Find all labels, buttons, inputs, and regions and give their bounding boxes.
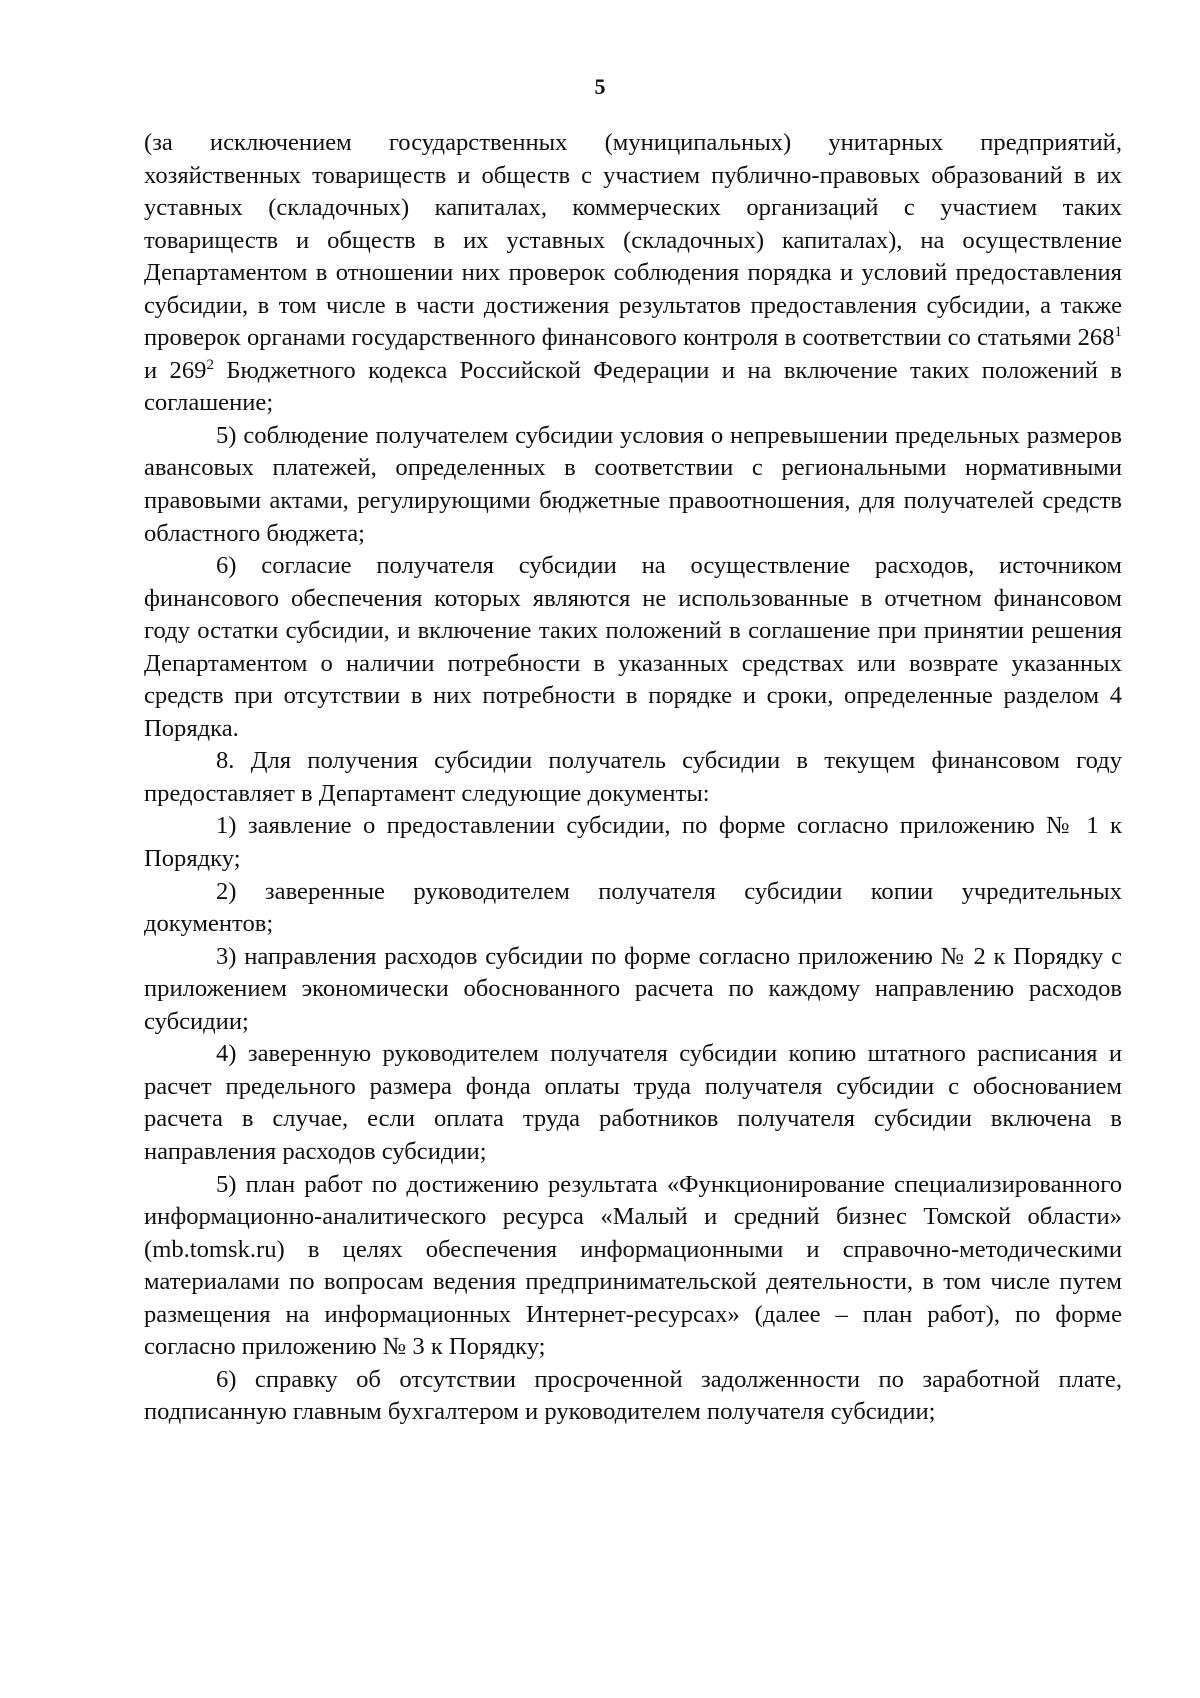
- paragraph-text: Бюджетного кодекса Российской Федерации и на включение таких положений в соглашение;: [144, 356, 1122, 417]
- paragraph-text: и 269: [144, 356, 207, 384]
- superscript: 1: [1114, 324, 1122, 341]
- paragraph-text: (за исключением государственных (муниципальных) унитарных предприятий, хозяйственных товариществ и обществ с участием публично-правовых образований в их уставных (складочных) капиталах, коммерческих организаций с участием таких товариществ и обществ в их уставных (складочных) капиталах), на осуществление Департаментом в отношении них проверок соблюдения порядка и условий предоставления субсидии, в том числе в части достижения результатов предоставления субсидии, а также проверок органами государственного финансового контроля в соответствии со статьями 268: [144, 129, 1122, 352]
- paragraph-document-3: 3) направления расходов субсидии по форме согласно приложению № 2 к Порядку с приложением экономически обоснованного расчета по каждому направлению расходов субсидии;: [144, 942, 1122, 1035]
- paragraph-item-6-consent: 6) согласие получателя субсидии на осуществление расходов, источником финансового обеспечения которых являются не использованные в отчетном финансовом году остатки субсидии, и включение таких положений в соглашение при принятии решения Департаментом о наличии потребности в указанных средствах или возврате указанных средств при отсутствии в них потребности в порядке и сроки, определенные разделом 4 Порядка.: [144, 552, 1122, 742]
- superscript: 2: [206, 356, 214, 373]
- page-number: 5: [594, 74, 606, 99]
- paragraph-document-4: 4) заверенную руководителем получателя субсидии копию штатного расписания и расчет предельного размера фонда оплаты труда получателя субсидии с обоснованием расчета в случае, если оплата труда работников получателя субсидии включена в направления расходов субсидии;: [144, 1040, 1122, 1165]
- document-body: [144, 127, 1122, 1429]
- paragraph-document-2: 2) заверенные руководителем получателя субсидии копии учредительных документов;: [144, 877, 1122, 938]
- paragraph-document-6: 6) справку об отсутствии просроченной задолженности по заработной плате, подписанную главным бухгалтером и руководителем получателя субсидии;: [144, 1365, 1122, 1426]
- paragraph-section-8: 8. Для получения субсидии получатель субсидии в текущем финансовом году предоставляет в Департамент следующие документы:: [144, 747, 1122, 807]
- paragraph-document-1: 1) заявление о предоставлении субсидии, по форме согласно приложению № 1 к Порядку;: [144, 812, 1122, 873]
- paragraph-continuation: [144, 127, 1122, 420]
- paragraph-item-5-advance-payments: 5) соблюдение получателем субсидии условия о непревышении предельных размеров авансовых платежей, определенных в соответствии с региональными нормативными правовыми актами, регулирующими бюджетные правоотношения, для получателей средств областного бюджета;: [144, 421, 1122, 547]
- paragraph-document-5: 5) план работ по достижению результата «Функционирование специализированного информационно-аналитического ресурса «Малый и средний бизнес Томской области» (mb.tomsk.ru) в целях обеспечения информационными и справочно-методическими материалами по вопросам ведения предпринимательской деятельности, в том числе путем размещения на информационных Интернет-ресурсах» (далее – план работ), по форме согласно приложению № 3 к Порядку;: [144, 1170, 1122, 1361]
